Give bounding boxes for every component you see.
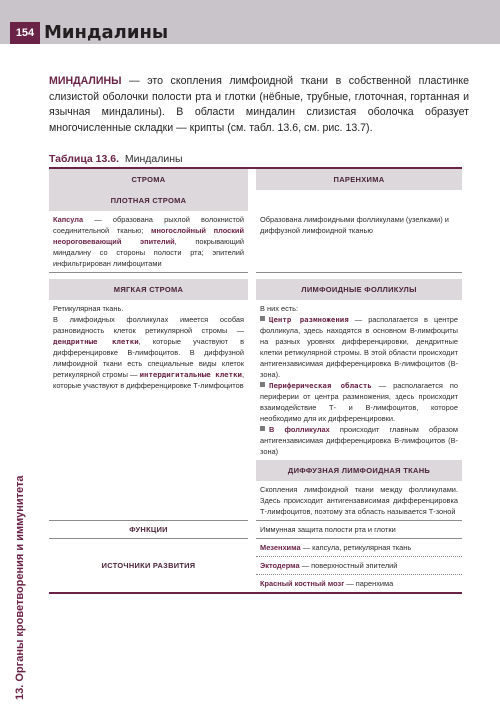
soft-stroma-line1: Ретикулярная ткань.	[53, 303, 124, 313]
intro-text: — это скопления лимфоидной ткани в собственной пластинке слизистой оболочки полости рта и глотки (нёбные, трубные, глоточная, гортанная и язычная миндалины). В области миндалин слизистая оболочка образует многочисленные складки — крипты (см. табл. 13.6, см. рис. 13.7).	[49, 75, 469, 134]
soft-stroma-text-b: , которые участвуют в дифференцировке В-лимфоцитов. В диффузной лимфоидной ткани есть специальные виды клеток ретикулярной стромы —	[53, 336, 245, 379]
sources-label: ИСТОЧНИКИ РАЗВИТИЯ	[49, 538, 248, 593]
epithelium-text: , покрывающий миндалину со стороны полости рта; эпителий инфильтрирован лимфоцитами	[53, 237, 245, 268]
page-title: Миндалины	[44, 22, 169, 43]
bullet-icon	[260, 426, 265, 431]
follicles-title: ЛИМФОИДНЫЕ ФОЛЛИКУЛЫ	[256, 279, 462, 300]
source-item-2: Эктодерма — поверхностный эпителий	[256, 556, 462, 574]
dense-stroma-cell	[49, 211, 248, 273]
parenchyma-description: Образована лимфоидными фолликулами (узелками) и диффузной лимфоидной тканью	[256, 211, 462, 273]
table-caption-title: Миндалины	[124, 153, 183, 165]
epithelium-term: многослойный плоский неороговевающий эпителий	[53, 226, 245, 246]
dense-stroma-title: ПЛОТНАЯ СТРОМА	[49, 190, 248, 211]
column-header-parenchyma: ПАРЕНХИМА	[256, 169, 462, 190]
soft-stroma-title: МЯГКАЯ СТРОМА	[49, 279, 248, 300]
follicles-intro: В них есть:	[260, 303, 299, 313]
tonsils-table	[49, 167, 462, 594]
capsule-term: Капсула	[53, 215, 84, 224]
follicle-bullet-3: В фолликулах происходит главным образом антигензависимая дифференцировка В-лимфоцитов (В-зона)	[260, 424, 458, 456]
capsule-text: — образована рыхлой волокнистой соединительной тканью;	[53, 215, 245, 235]
intro-paragraph	[49, 74, 469, 136]
page-number: 154	[10, 22, 40, 44]
intro-term: МИНДАЛИНЫ	[49, 75, 122, 87]
table-caption	[49, 153, 183, 165]
source-item-3: Красный костный мозг — паренхима	[256, 574, 462, 593]
bullet-icon	[260, 316, 265, 321]
soft-stroma-text-c: , которые участвуют в дифференцировке Т-лимфоцитов	[53, 369, 245, 390]
table-caption-number: Таблица 13.6.	[49, 153, 120, 165]
follicles-cell	[256, 300, 462, 460]
functions-label: ФУНКЦИИ	[49, 520, 248, 538]
follicle-bullet-1: Центр размножения — располагается в центре фолликула, здесь находятся в основном В-лимфоциты на разных уровнях дифференцировки, дендритные клетки ретикулярной стромы. В этой области происходит антигензависимая дифференцировка В-лимфоцитов (В-зона).	[260, 314, 458, 379]
column-header-stroma: СТРОМА	[49, 169, 248, 190]
diffuse-tissue-text: Скопления лимфоидной ткани между фолликулами. Здесь происходит антигензависимая дифференцировка Т-лимфоцитов, поэтому эта область называется Т-зоной	[256, 481, 462, 521]
soft-stroma-cell	[49, 300, 248, 460]
functions-value: Иммунная защита полости рта и глотки	[256, 520, 462, 538]
dendritic-cells-term: дендритные клетки	[53, 336, 139, 346]
diffuse-tissue-title: ДИФФУЗНАЯ ЛИМФОИДНАЯ ТКАНЬ	[256, 460, 462, 481]
soft-stroma-text-a: В лимфоидных фолликулах имеется особая разновидность клеток ретикулярной стромы —	[53, 314, 245, 335]
chapter-side-label: 13. Органы кроветворения и иммунитета	[14, 475, 26, 700]
follicle-bullet-2: Периферическая область — располагается по периферии от центра размножения, здесь происходит взаимодействие Т- и В-лимфоцитов, которое необходимо для их дифференцировки.	[260, 380, 458, 423]
interdigital-cells-term: интердигитальные клетки	[139, 369, 242, 379]
bullet-icon	[260, 382, 265, 387]
source-item-1: Мезенхима — капсула, ретикулярная ткань	[256, 538, 462, 556]
